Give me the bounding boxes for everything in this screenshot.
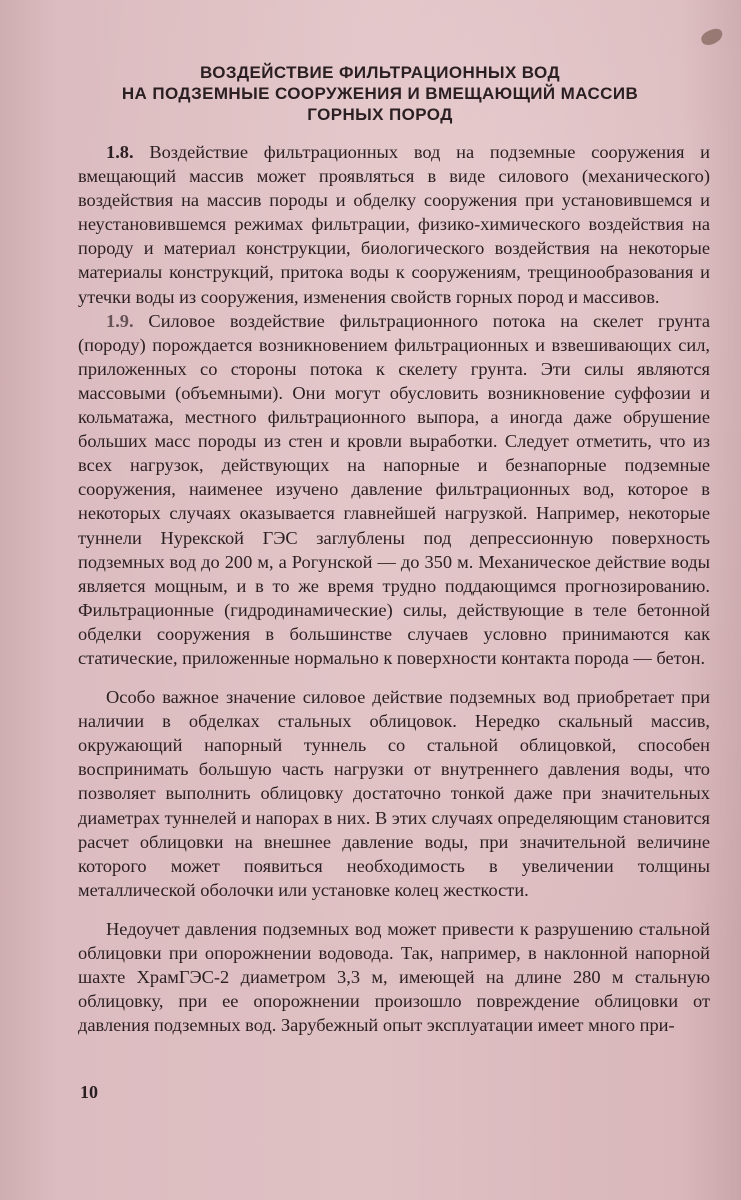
paper-stain: [699, 27, 724, 48]
paragraph-underestimation: Недоучет давления подземных вод может привести к разрушению стальной облицовки при опорожнении водовода. Так, например, в наклонной напорной шахте ХрамГЭС-2 диаметром 3,3 м, имеющей на длине 280 м стальную облицовку, при ее опорожнении произошло повреждение облицовки от давления подземных вод. Зарубежный опыт эксплуатации имеет много при-: [78, 918, 710, 1036]
paragraph-number: 1.9.: [106, 310, 134, 331]
paragraph-number: 1.8.: [106, 142, 134, 162]
section-title: [60, 62, 700, 125]
page-number: 10: [80, 1082, 98, 1102]
paragraph-1-8: [78, 140, 710, 309]
title-line-1: ВОЗДЕЙСТВИЕ ФИЛЬТРАЦИОННЫХ ВОД: [200, 63, 560, 82]
paragraph-text: Силовое воздействие фильтрационного потока на скелет грунта (породу) порождается возникновением фильтрационных и взвешивающих сил, приложенных со стороны потока к скелету грунта. Эти силы являются массовыми (объемными). Они могут обусловить возникновение суффозии и кольматажа, местного фильтрационного выпора, а иногда даже обрушение больших масс породы из стен и кровли выработки. Следует отметить, что из всех нагрузок, действующих на напорные и безнапорные подземные сооружения, наименее изучено давление фильтрационных вод, которое в некоторых случаях оказывается главнейшей нагрузкой. Например, некоторые туннели Нурекской ГЭС заглублены под депрессионную поверхность подземных вод до 200 м, а Рогунской — до 350 м. Механическое действие воды является мощным, и в то же время трудно поддающимся прогнозированию. Фильтрационные (гидродинамические) силы, действующие в теле бетонной обделки сооружения в большинстве случаев условно принимаются как статические, приложенные нормально к поверхности контакта порода — бетон.: [78, 310, 710, 668]
title-line-3: ГОРНЫХ ПОРОД: [307, 105, 453, 124]
paragraph-steel-lining: Особо важное значение силовое действие подземных вод приобретает при наличии в обделках стальных облицовок. Нередко скальный массив, окружающий напорный туннель со стальной облицовкой, способен воспринимать большую часть нагрузки от внутреннего давления воды, что позволяет выполнить облицовку достаточно тонкой даже при значительных диаметрах туннелей и напорах в них. В этих случаях определяющим становится расчет облицовки на внешнее давление воды, при значительной величине которого может появиться необходимость в увеличении толщины металлической оболочки или установке колец жесткости.: [78, 687, 710, 900]
page-body: [78, 140, 710, 1037]
title-line-2: НА ПОДЗЕМНЫЕ СООРУЖЕНИЯ И ВМЕЩАЮЩИЙ МАССИВ: [121, 84, 639, 103]
paragraph-text: Воздействие фильтрационных вод на подземные сооружения и вмещающий массив может проявляться в виде силового (механического) воздействия на массив породы и обделку сооружения при установившемся и неустановившемся режимах фильтрации, физико-химического воздействия на породу и материал конструкции, биологического воздействия на некоторые материалы конструкций, притока воды к сооружениям, трещинообразования и утечки воды из сооружения, изменения свойств горных пород и массивов.: [78, 142, 710, 307]
paragraph-1-9: [78, 309, 710, 670]
